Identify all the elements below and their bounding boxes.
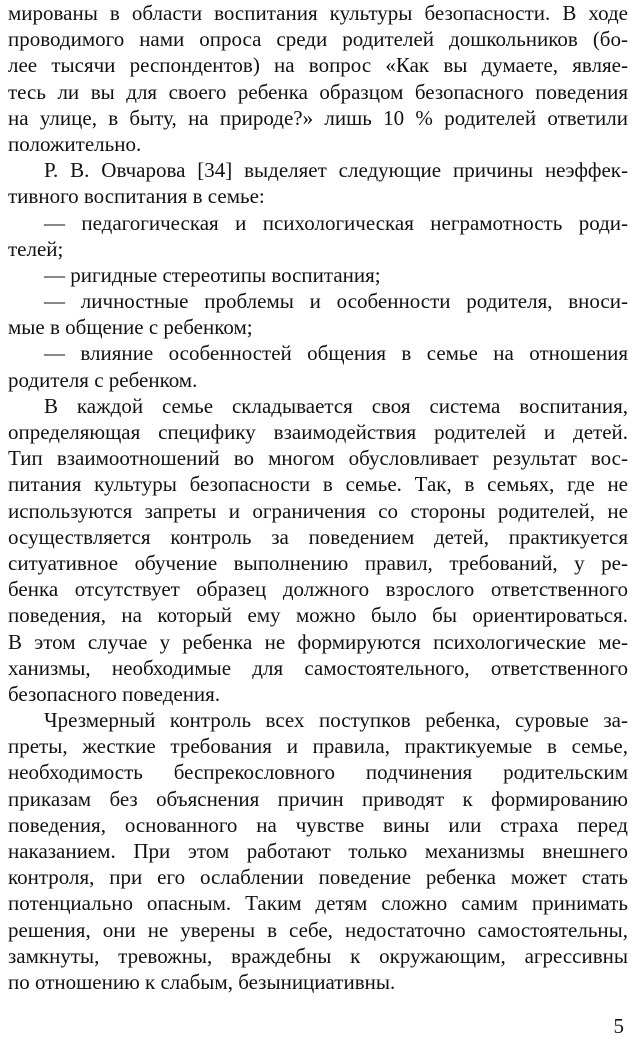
text-line: поведения, на который ему можно было бы ориентироваться. — [8, 603, 628, 628]
text-line: бенка отсутствует образец должного взрослого ответственного — [8, 577, 628, 602]
text-line: безопасного поведения. — [8, 681, 221, 706]
text-line: положительно. — [8, 131, 142, 156]
text-line: В каждой семье складывается своя система воспитания, — [44, 393, 628, 418]
text-line: ситуативное обучение выполнению правил, требований, у ре- — [8, 550, 628, 575]
text-line: Тип взаимоотношений во многом обусловливает результат вос- — [8, 446, 628, 471]
text-line: — педагогическая и психологическая неграмотность роди- — [44, 210, 628, 235]
text-line: питания культуры безопасности в семье. Так, в семьях, где не — [8, 472, 628, 497]
text-line: используются запреты и ограничения со стороны родителей, не — [8, 498, 628, 523]
text-line: приказам без объяснения причин приводят к формированию — [8, 786, 628, 811]
text-line: наказанием. При этом работают только механизмы внешнего — [8, 839, 628, 863]
text-line: необходимость беспрекословного подчинения родительским — [8, 760, 628, 785]
text-line: ханизмы, необходимые для самостоятельного, ответственного — [8, 655, 628, 680]
text-line: — влияние особенностей общения в семье на отношения — [44, 341, 628, 366]
text-line: решения, они не уверены в себе, недостаточно самостоятельны, — [8, 917, 628, 942]
text-line: на улице, в быту, на природе?» лишь 10 % родителей ответили — [8, 105, 628, 130]
text-line: осуществляется контроль за поведением детей, практикуется — [8, 524, 628, 549]
text-line: тивного воспитания в семье: — [8, 184, 265, 209]
text-line: поведения, основанного на чувстве вины или страха перед — [8, 812, 628, 837]
body-text — [8, 0, 628, 995]
text-line: замкнуты, тревожны, враждебны к окружающим, агрессивны — [8, 943, 628, 968]
text-line: тесь ли вы для своего ребенка образцом безопасного поведения — [8, 79, 628, 104]
text-line: мые в общение с ребенком; — [8, 315, 253, 340]
text-line: лее тысячи респондентов) на вопрос «Как вы думаете, являе- — [8, 53, 628, 78]
text-line: мированы в области воспитания культуры безопасности. В ходе — [8, 1, 628, 25]
text-line: по отношению к слабым, безынициативны. — [8, 969, 396, 994]
text-line: Р. В. Овчарова [34] выделяет следующие причины неэффек- — [44, 158, 628, 183]
text-line: — личностные проблемы и особенности родителя, вноси- — [44, 289, 628, 314]
text-line: определяющая специфику взаимодействия родителей и детей. — [8, 420, 628, 444]
text-line: контроля, при его ослаблении поведение ребенка может стать — [8, 865, 628, 890]
text-line: преты, жесткие требования и правила, практикуемые в семье, — [8, 734, 628, 759]
page-number: 5 — [613, 1014, 624, 1038]
text-line: проводимого нами опроса среди родителей дошкольников (бо- — [8, 27, 628, 52]
text-line: Чрезмерный контроль всех поступков ребенка, суровые за- — [44, 708, 628, 733]
text-line: телей; — [8, 236, 64, 261]
text-line: потенциально опасным. Таким детям сложно самим принимать — [8, 891, 628, 916]
text-line: — ригидные стереотипы воспитания; — [44, 262, 381, 287]
text-line: В этом случае у ребенка не формируются психологические ме- — [8, 629, 628, 654]
text-line: родителя с ребенком. — [8, 367, 198, 392]
